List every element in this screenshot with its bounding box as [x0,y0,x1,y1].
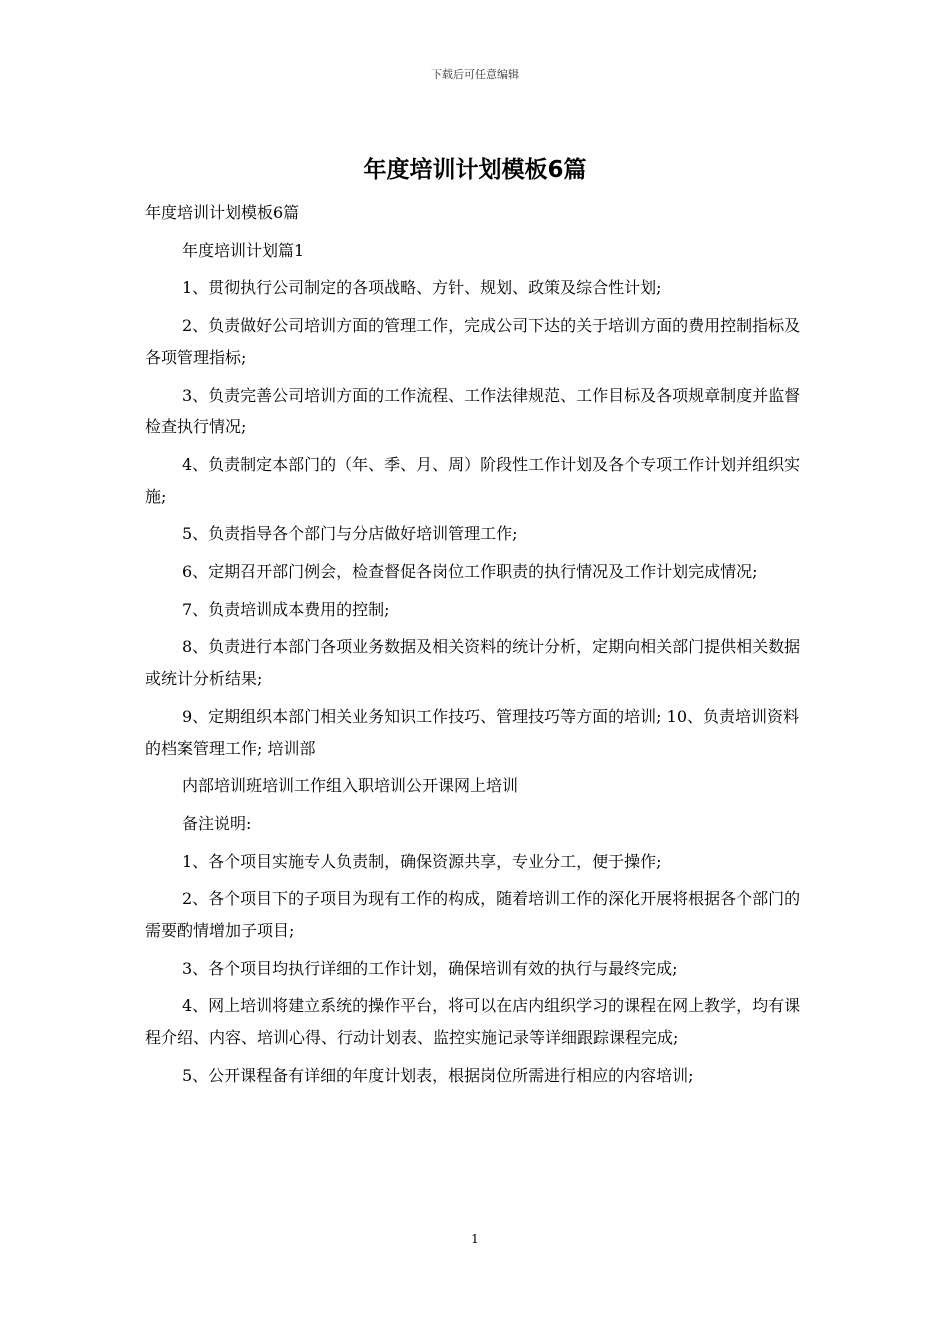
body-paragraph: 1、贯彻执行公司制定的各项战略、方针、规划、政策及综合性计划; [182,278,662,298]
body-paragraph: 5、公开课程备有详细的年度计划表，根据岗位所需进行相应的内容培训; [182,1065,694,1085]
body-paragraph: 年度培训计划模板6篇 [145,203,300,222]
body-paragraph: 3、各个项目均执行详细的工作计划，确保培训有效的执行与最终完成; [182,958,678,978]
page-number: 1 [471,1232,479,1246]
header-note: 下载后可任意编辑 [431,68,519,81]
body-paragraph: 4、网上培训将建立系统的操作平台，将可以在店内组织学习的课程在网上教学，均有课程介绍、内容、培训心得、行动计划表、监控实施记录等详细跟踪课程完成; [145,996,801,1048]
body-paragraph: 7、负责培训成本费用的控制; [182,599,390,619]
body-paragraph: 3、负责完善公司培训方面的工作流程、工作法律规范、工作目标及各项规章制度并监督检查执行情况; [145,385,801,437]
body-paragraph: 内部培训班培训工作组入职培训公开课网上培训 [182,776,519,796]
body-paragraph: 5、负责指导各个部门与分店做好培训管理工作; [182,524,518,544]
document-body [145,197,807,1098]
body-paragraph: 9、定期组织本部门相关业务知识工作技巧、管理技巧等方面的培训; 10、负责培训资料的档案管理工作; 培训部 [145,706,800,758]
body-paragraph: 8、负责进行本部门各项业务数据及相关资料的统计分析，定期向相关部门提供相关数据或统计分析结果; [145,637,801,689]
document-title: 年度培训计划模板6篇 [363,157,587,183]
body-paragraph: 1、各个项目实施专人负责制，确保资源共享，专业分工，便于操作; [182,851,662,871]
body-paragraph: 2、负责做好公司培训方面的管理工作，完成公司下达的关于培训方面的费用控制指标及各项管理指标; [145,316,801,367]
body-paragraph: 2、各个项目下的子项目为现有工作的构成，随着培训工作的深化开展将根据各个部门的需要酌情增加子项目; [145,889,801,941]
body-paragraph: 6、定期召开部门例会，检查督促各岗位工作职责的执行情况及工作计划完成情况; [182,562,758,582]
body-paragraph: 备注说明: [182,813,252,833]
body-paragraph: 4、负责制定本部门的（年、季、月、周）阶段性工作计划及各个专项工作计划并组织实施; [145,454,801,506]
body-paragraph: 年度培训计划篇1 [182,240,305,260]
